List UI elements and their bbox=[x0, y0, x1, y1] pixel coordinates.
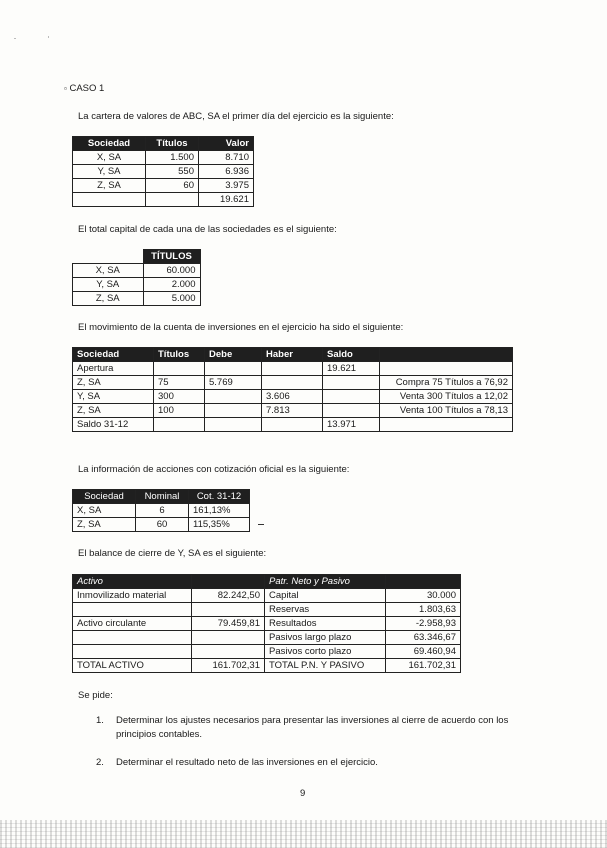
cell bbox=[192, 603, 265, 617]
cell: 5.769 bbox=[205, 376, 262, 390]
table-row bbox=[73, 504, 250, 518]
cell: X, SA bbox=[73, 504, 136, 518]
cell bbox=[73, 645, 192, 659]
cell: 550 bbox=[146, 165, 199, 179]
col-header: Patr. Neto y Pasivo bbox=[265, 575, 386, 589]
quotation-table bbox=[72, 489, 250, 532]
table-row bbox=[73, 645, 461, 659]
cell: 1.803,63 bbox=[386, 603, 461, 617]
col-header: Nominal bbox=[136, 490, 189, 504]
cell: 69.460,94 bbox=[386, 645, 461, 659]
col-header bbox=[192, 575, 265, 589]
cell: 1.500 bbox=[146, 151, 199, 165]
table-row bbox=[73, 165, 254, 179]
cell: Inmovilizado material bbox=[73, 589, 192, 603]
cell: 161.702,31 bbox=[192, 659, 265, 673]
cell: Compra 75 Títulos a 76,92 bbox=[380, 376, 513, 390]
cell: 19.621 bbox=[323, 362, 380, 376]
cell bbox=[262, 376, 323, 390]
col-header bbox=[380, 348, 513, 362]
cell bbox=[146, 193, 199, 207]
col-header: Sociedad bbox=[73, 348, 154, 362]
col-header: TÍTULOS bbox=[143, 250, 200, 264]
cell: 82.242,50 bbox=[192, 589, 265, 603]
intro-2: El total capital de cada una de las sociedades es el siguiente: bbox=[78, 224, 337, 235]
cell: 60.000 bbox=[143, 264, 200, 278]
item-2-number: 2. bbox=[96, 757, 104, 768]
cell: Reservas bbox=[265, 603, 386, 617]
cell bbox=[380, 418, 513, 432]
cell bbox=[154, 362, 205, 376]
cell: 5.000 bbox=[143, 292, 200, 306]
table-row bbox=[73, 418, 513, 432]
intro-4: La información de acciones con cotización oficial es la siguiente: bbox=[78, 464, 350, 475]
blank-header bbox=[73, 250, 144, 264]
cell: 13.971 bbox=[323, 418, 380, 432]
intro-3: El movimiento de la cuenta de inversiones en el ejercicio ha sido el siguiente: bbox=[78, 322, 404, 333]
cell: TOTAL ACTIVO bbox=[73, 659, 192, 673]
cell: Y, SA bbox=[73, 278, 144, 292]
cell bbox=[73, 603, 192, 617]
cell bbox=[323, 404, 380, 418]
cell: Z, SA bbox=[73, 376, 154, 390]
cell: Saldo 31-12 bbox=[73, 418, 154, 432]
table-row bbox=[73, 151, 254, 165]
cell: Apertura bbox=[73, 362, 154, 376]
cell bbox=[205, 390, 262, 404]
cell bbox=[154, 418, 205, 432]
cell: 3.975 bbox=[199, 179, 254, 193]
cell: Y, SA bbox=[73, 390, 154, 404]
table-row bbox=[73, 376, 513, 390]
scan-speck bbox=[14, 38, 16, 39]
page-number: 9 bbox=[300, 788, 306, 799]
cell: 60 bbox=[136, 518, 189, 532]
cell: Resultados bbox=[265, 617, 386, 631]
table-row bbox=[73, 362, 513, 376]
portfolio-table bbox=[72, 136, 254, 207]
cell: 6 bbox=[136, 504, 189, 518]
cell: X, SA bbox=[73, 151, 146, 165]
col-header: Saldo bbox=[323, 348, 380, 362]
col-header: Títulos bbox=[154, 348, 205, 362]
cell: 6.936 bbox=[199, 165, 254, 179]
table-row bbox=[73, 278, 201, 292]
total-row bbox=[73, 659, 461, 673]
cell: 161,13% bbox=[189, 504, 250, 518]
table-row bbox=[73, 292, 201, 306]
cell: 60 bbox=[146, 179, 199, 193]
intro-1: La cartera de valores de ABC, SA el primer día del ejercicio es la siguiente: bbox=[78, 111, 394, 122]
item-1-line-1: Determinar los ajustes necesarios para presentar las inversiones al cierre de acuerdo con los bbox=[116, 715, 509, 726]
cell: 63.346,67 bbox=[386, 631, 461, 645]
cell: Z, SA bbox=[73, 404, 154, 418]
table-row bbox=[73, 603, 461, 617]
table-row bbox=[73, 404, 513, 418]
col-header: Debe bbox=[205, 348, 262, 362]
cell: 115,35% bbox=[189, 518, 250, 532]
cell: 79.459,81 bbox=[192, 617, 265, 631]
col-header bbox=[386, 575, 461, 589]
cell: 161.702,31 bbox=[386, 659, 461, 673]
cell: X, SA bbox=[73, 264, 144, 278]
cell: Capital bbox=[265, 589, 386, 603]
col-header: Valor bbox=[199, 137, 254, 151]
item-2-line-1: Determinar el resultado neto de las inversiones en el ejercicio. bbox=[116, 757, 378, 768]
cell bbox=[323, 376, 380, 390]
cell: Pasivos largo plazo bbox=[265, 631, 386, 645]
scan-speck bbox=[48, 36, 49, 38]
balance-table bbox=[72, 574, 461, 673]
cell: 100 bbox=[154, 404, 205, 418]
cell: Y, SA bbox=[73, 165, 146, 179]
cell: TOTAL P.N. Y PASIVO bbox=[265, 659, 386, 673]
cell bbox=[262, 362, 323, 376]
case-heading bbox=[64, 83, 104, 95]
cell: 75 bbox=[154, 376, 205, 390]
item-1-number: 1. bbox=[96, 715, 104, 726]
table-row bbox=[73, 264, 201, 278]
cell bbox=[380, 362, 513, 376]
total-value: 19.621 bbox=[199, 193, 254, 207]
col-header: Haber bbox=[262, 348, 323, 362]
item-1-line-2: principios contables. bbox=[116, 729, 203, 740]
cell: -2.958,93 bbox=[386, 617, 461, 631]
se-pide: Se pide: bbox=[78, 690, 113, 701]
cell: 7.813 bbox=[262, 404, 323, 418]
table-row bbox=[73, 589, 461, 603]
cell: Activo circulante bbox=[73, 617, 192, 631]
cell: 30.000 bbox=[386, 589, 461, 603]
cell: Z, SA bbox=[73, 179, 146, 193]
cell: 3.606 bbox=[262, 390, 323, 404]
cell bbox=[205, 404, 262, 418]
col-header: Sociedad bbox=[73, 137, 146, 151]
cell: Pasivos corto plazo bbox=[265, 645, 386, 659]
cell bbox=[192, 631, 265, 645]
cell: 2.000 bbox=[143, 278, 200, 292]
intro-5: El balance de cierre de Y, SA es el siguiente: bbox=[78, 548, 267, 559]
scan-mark bbox=[258, 524, 264, 525]
cell: Z, SA bbox=[73, 292, 144, 306]
cell: 8.710 bbox=[199, 151, 254, 165]
scan-noise bbox=[0, 820, 607, 848]
cell bbox=[192, 645, 265, 659]
cell bbox=[262, 418, 323, 432]
table-row bbox=[73, 179, 254, 193]
col-header: Títulos bbox=[146, 137, 199, 151]
bullet-icon: ▫ bbox=[64, 84, 67, 93]
cell bbox=[205, 418, 262, 432]
cell: 300 bbox=[154, 390, 205, 404]
cell bbox=[205, 362, 262, 376]
total-row bbox=[73, 193, 254, 207]
table-row bbox=[73, 518, 250, 532]
table-row bbox=[73, 390, 513, 404]
movements-table bbox=[72, 347, 513, 432]
cell: Venta 300 Títulos a 12,02 bbox=[380, 390, 513, 404]
cell bbox=[73, 631, 192, 645]
col-header: Sociedad bbox=[73, 490, 136, 504]
capital-table bbox=[72, 249, 201, 306]
table-row bbox=[73, 617, 461, 631]
table-row bbox=[73, 631, 461, 645]
col-header: Cot. 31-12 bbox=[189, 490, 250, 504]
case-title: CASO 1 bbox=[69, 83, 105, 94]
cell bbox=[73, 193, 146, 207]
cell bbox=[323, 390, 380, 404]
col-header: Activo bbox=[73, 575, 192, 589]
cell: Z, SA bbox=[73, 518, 136, 532]
cell: Venta 100 Títulos a 78,13 bbox=[380, 404, 513, 418]
